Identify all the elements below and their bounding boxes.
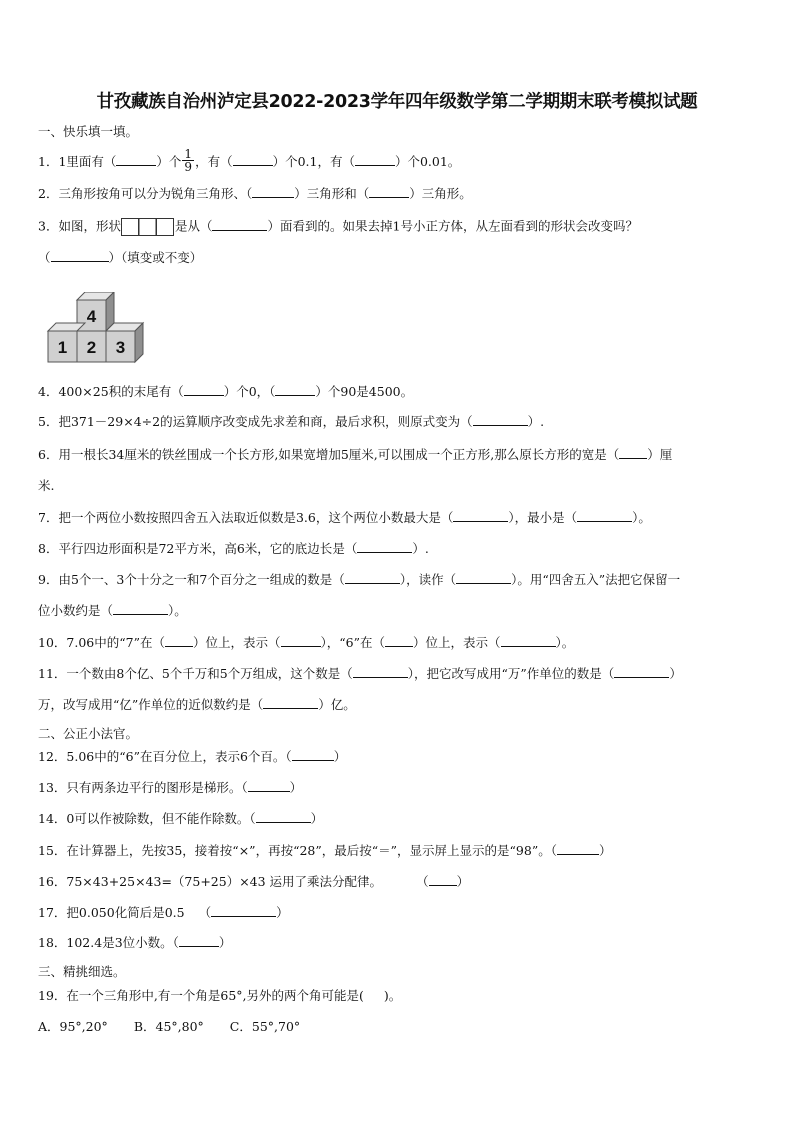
cube-figure	[44, 292, 148, 364]
section-heading-1: 一、快乐填一填。	[38, 124, 139, 139]
q17-text-c: ）	[276, 905, 289, 920]
q17-text-a: 17．把0.050化简后是0.5	[38, 905, 185, 920]
q16-text-c: ）	[456, 874, 470, 889]
q5-text-a: 5．把371－29×4÷2的运算顺序改变成先求差和商，最后求积，则原式变为（	[38, 414, 473, 429]
three-square-shape-icon	[121, 218, 175, 236]
q5-text-b: ）.	[527, 414, 545, 429]
q12-text-a: 12．5.06中的“6”在百分位上，表示6个百。（	[38, 749, 292, 764]
cube-label-1: 1	[57, 338, 68, 357]
answer-blank[interactable]	[212, 219, 267, 231]
cube-2	[77, 331, 106, 362]
answer-blank[interactable]	[429, 874, 457, 886]
answer-blank[interactable]	[263, 697, 318, 709]
q11-text-b: ），把它改写成用“万”作单位的数是（	[407, 666, 615, 681]
q3-text-e: ）（填变或不变）	[108, 250, 203, 265]
question-3-continued	[38, 250, 202, 266]
q10-text-c: ），“6”在（	[320, 635, 385, 650]
q15-text-a: 15．在计算器上，先按35，接着按“×”，再按“28”，最后按“＝”，显示屏上显示的是“98”。（	[38, 843, 557, 858]
q3-text-c: ）面看到的。如果去掉1号小正方体，从左面看到的形状会改变吗？	[267, 218, 638, 234]
answer-blank[interactable]	[248, 780, 290, 792]
option-a[interactable]: A．95°,20°	[38, 1019, 108, 1034]
answer-blank[interactable]	[501, 635, 556, 647]
question-4	[38, 384, 413, 400]
q10-text-a: 10．7.06中的“7”在（	[38, 635, 165, 650]
answer-blank[interactable]	[184, 384, 224, 396]
q9-text-c: ）。用“四舍五入”法把它保留一	[511, 572, 681, 587]
answer-blank[interactable]	[113, 603, 168, 615]
q13-text-a: 13．只有两条边平行的图形是梯形。（	[38, 780, 248, 795]
q9-text-d: 位小数约是（	[38, 603, 114, 618]
question-8	[38, 541, 429, 557]
answer-blank[interactable]	[275, 384, 315, 396]
q19-text-b: )。	[383, 988, 402, 1003]
fraction-one-ninth	[182, 148, 194, 173]
answer-blank[interactable]	[211, 905, 276, 917]
answer-blank[interactable]	[233, 154, 273, 166]
q11-text-d: 万，改写成用“亿”作单位的近似数约是（	[38, 697, 264, 712]
q13-text-b: ）	[289, 780, 303, 795]
option-b[interactable]: B．45°,80°	[133, 1019, 204, 1034]
q1-text-c: ，有（	[195, 154, 233, 169]
q10-text-e: ）。	[555, 635, 575, 650]
question-17	[38, 905, 289, 921]
q11-text-c: ）	[669, 666, 682, 681]
answer-blank[interactable]	[252, 186, 294, 198]
q4-text-c: ）个90是4500。	[315, 384, 414, 399]
section-heading-3: 三、精挑细选。	[38, 964, 126, 979]
section-heading-2: 二、公正小法官。	[38, 726, 139, 741]
question-13	[38, 780, 302, 796]
q16-text-a: 16．75×43+25×43=（75+25）×43 运用了乘法分配律。	[38, 874, 383, 889]
question-16	[38, 874, 469, 890]
q6-text-a: 6．用一根长34厘米的铁丝围成一个长方形,如果宽增加5厘米,可以围成一个正方形,那么原长方形的宽是（	[38, 447, 620, 462]
q12-text-b: ）	[333, 749, 347, 764]
fraction-denominator: 9	[184, 160, 193, 174]
question-11	[38, 666, 682, 682]
question-6	[38, 447, 672, 463]
q8-text-b: ）.	[412, 541, 429, 556]
q8-text-a: 8．平行四边形面积是72平方米，高6米，它的底边长是（	[38, 541, 358, 556]
q3-text-b: 是从（	[174, 218, 213, 234]
q7-text-a: 7．把一个两位小数按照四舍五入法取近似数是3.6，这个两位小数最大是（	[38, 510, 454, 525]
fraction-numerator: 1	[184, 147, 193, 161]
cube-label-3: 3	[115, 338, 126, 357]
q15-text-b: ）	[598, 843, 612, 858]
q2-text-b: ）三角形和（	[294, 186, 370, 201]
answer-blank[interactable]	[179, 935, 219, 947]
answer-blank[interactable]	[357, 541, 412, 553]
cube-3	[106, 323, 143, 362]
question-11-continued	[38, 697, 356, 713]
q17-text-b: （	[198, 905, 212, 920]
question-12	[38, 749, 346, 765]
question-9	[38, 572, 680, 588]
q4-text-a: 4．400×25积的末尾有（	[38, 384, 184, 399]
question-9-continued	[38, 603, 187, 619]
answer-blank[interactable]	[473, 414, 528, 426]
question-6-continued	[38, 478, 54, 494]
answer-blank[interactable]	[353, 666, 408, 678]
answer-blank[interactable]	[292, 749, 334, 761]
q10-text-b: ）位上，表示（	[192, 635, 281, 650]
answer-blank[interactable]	[619, 447, 647, 459]
q7-text-b: ），最小是（	[508, 510, 578, 525]
answer-blank[interactable]	[557, 843, 599, 855]
q16-text-b: （	[416, 874, 429, 889]
page-title: 甘孜藏族自治州泸定县2022-2023学年四年级数学第二学期期末联考模拟试题	[96, 92, 698, 112]
question-2	[38, 186, 472, 202]
answer-blank[interactable]	[345, 572, 400, 584]
answer-blank[interactable]	[369, 186, 409, 198]
cube-label-2: 2	[86, 338, 97, 357]
answer-blank[interactable]	[456, 572, 511, 584]
q9-text-e: ）。	[168, 603, 187, 618]
q1-text-d: ）个0.1，有（	[272, 154, 355, 169]
q14-text-b: ）	[310, 811, 324, 826]
q3-text-d: （	[38, 250, 51, 265]
q18-text-a: 18．102.4是3位小数。（	[38, 935, 179, 950]
cube-label-4: 4	[86, 307, 97, 326]
q9-text-a: 9．由5个一、3个十分之一和7个百分之一组成的数是（	[38, 572, 345, 587]
q4-text-b: ）个0，（	[223, 384, 276, 399]
q10-text-d: ）位上，表示（	[412, 635, 501, 650]
answer-blank[interactable]	[614, 666, 669, 678]
q7-text-c: ）。	[632, 510, 651, 525]
answer-blank[interactable]	[51, 250, 109, 262]
q1-text-a: 1．1里面有（	[38, 154, 117, 169]
q2-text-c: ）三角形。	[409, 186, 472, 201]
q2-text-a: 2．三角形按角可以分为锐角三角形、（	[38, 186, 253, 201]
option-c[interactable]: C．55°,70°	[229, 1019, 301, 1034]
answer-blank[interactable]	[385, 635, 413, 647]
q19-text-a: 19．在一个三角形中,有一个角是65°,另外的两个角可能是(	[38, 988, 364, 1003]
q11-text-e: ）亿。	[318, 697, 356, 712]
question-15	[38, 843, 612, 859]
q18-text-b: ）	[218, 935, 232, 950]
question-10	[38, 635, 574, 651]
q14-text-a: 14．0可以作被除数，但不能作除数。（	[38, 811, 256, 826]
question-3	[38, 218, 638, 236]
question-19-options	[38, 1019, 300, 1035]
question-14	[38, 811, 323, 827]
q6-text-b: ）厘	[647, 447, 673, 462]
question-18	[38, 935, 231, 951]
answer-blank[interactable]	[453, 510, 508, 522]
answer-blank[interactable]	[577, 510, 632, 522]
q9-text-b: ），读作（	[399, 572, 457, 587]
question-7	[38, 510, 651, 526]
answer-blank[interactable]	[355, 154, 395, 166]
question-5	[38, 414, 544, 430]
answer-blank[interactable]	[165, 635, 193, 647]
q6-text-c: 米.	[38, 478, 55, 493]
answer-blank[interactable]	[116, 154, 156, 166]
question-19	[38, 988, 401, 1004]
q1-text-e: ）个0.01。	[394, 154, 461, 169]
answer-blank[interactable]	[281, 635, 321, 647]
q3-text-a: 3．如图，形状	[38, 218, 121, 234]
answer-blank[interactable]	[256, 811, 311, 823]
question-1	[38, 147, 461, 175]
q11-text-a: 11．一个数由8个亿、5个千万和5个万组成，这个数是（	[38, 666, 353, 681]
q1-text-b: ）个	[156, 154, 182, 169]
